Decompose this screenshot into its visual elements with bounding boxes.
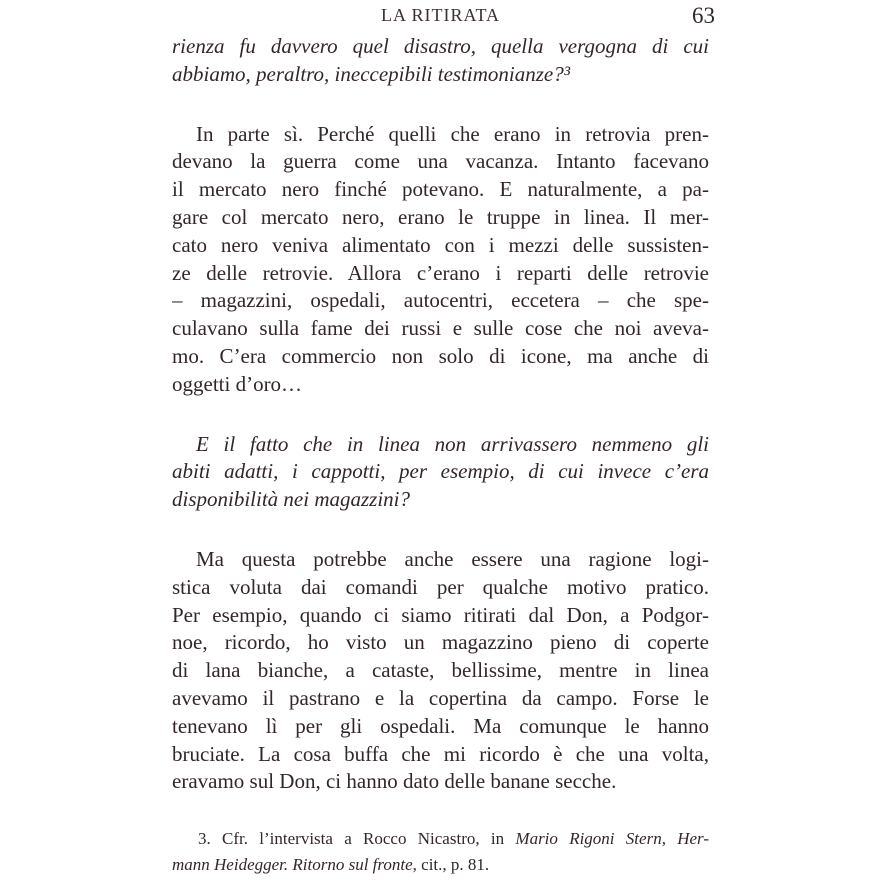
- text-line: ze delle retrovie. Allora c’erano i reparti delle retrovie: [172, 260, 709, 285]
- text-line: mo. C’era commercio non solo di icone, ma anche di: [172, 343, 709, 368]
- text-line: disponibilità nei magazzini?: [172, 487, 411, 512]
- text-line: il mercato nero finché potevano. E naturalmente, a pa-: [172, 177, 709, 202]
- text-line: cato nero veniva alimentato con i mezzi delle sussisten-: [172, 232, 709, 257]
- text-line: eravamo sul Don, ci hanno dato delle banane secche.: [172, 769, 617, 794]
- interview-question-paragraph: [172, 33, 709, 89]
- text-line: devano la guerra come una vacanza. Intanto facevano: [172, 149, 709, 174]
- text-line: gare col mercato nero, erano le truppe in linea. Il mer-: [172, 204, 709, 229]
- interview-answer-paragraph: [172, 546, 709, 796]
- text-line: tenevano lì per gli ospedali. Ma comunque le hanno: [172, 713, 709, 738]
- text-line: rienza fu davvero quel disastro, quella vergogna di cui: [172, 34, 709, 58]
- text-line: Per esempio, quando ci siamo ritirati dal Don, a Podgor-: [172, 602, 709, 627]
- text-line: noe, ricordo, ho visto un magazzino pieno di coperte: [172, 630, 709, 655]
- text-line: abiti adatti, i cappotti, per esempio, di cui invece c’era: [172, 459, 709, 484]
- text-line: bruciate. La cosa buffa che mi ricordo è che una volta,: [172, 741, 709, 766]
- text-line: avevamo il pastrano e la copertina da campo. Forse le: [172, 685, 709, 710]
- text-line: In parte sì. Perché quelli che erano in retrovia pren-: [196, 121, 709, 146]
- page-header: [172, 3, 715, 31]
- footnote-line: [172, 852, 709, 878]
- page-number: 63: [692, 3, 715, 28]
- text-line: Ma questa potrebbe anche essere una ragione logi-: [196, 546, 709, 571]
- text-line: abbiamo, peraltro, ineccepibili testimonianze?³: [172, 61, 571, 86]
- interview-answer-paragraph: [172, 121, 709, 399]
- text-line: di lana bianche, a cataste, bellissime, mentre in linea: [172, 658, 709, 683]
- text-line: oggetti d’oro…: [172, 371, 303, 396]
- footnote-text-segment: Mario Rigoni Stern, Her-: [515, 829, 709, 849]
- text-line: culavano sulla fame dei russi e sulle cose che noi aveva-: [172, 316, 709, 341]
- footnote-text-segment: 3. Cfr. l’intervista a Rocco Nicastro, in: [198, 829, 516, 849]
- footnote: [172, 826, 709, 878]
- text-line: – magazzini, ospedali, autocentri, eccetera – che spe-: [172, 288, 709, 313]
- text-line: E il fatto che in linea non arrivassero nemmeno gli: [196, 431, 709, 456]
- footnote-line: [172, 826, 709, 852]
- interview-question-paragraph: [172, 431, 709, 514]
- paragraphs-container: [172, 33, 709, 796]
- running-title: LA RITIRATA: [380, 5, 501, 25]
- footnote-text-segment: , cit., p. 81.: [412, 855, 490, 875]
- text-block: [172, 33, 709, 878]
- footnote-text-segment: mann Heidegger. Ritorno sul fronte: [172, 855, 413, 875]
- text-line: stica voluta dai comandi per qualche motivo pratico.: [172, 574, 709, 599]
